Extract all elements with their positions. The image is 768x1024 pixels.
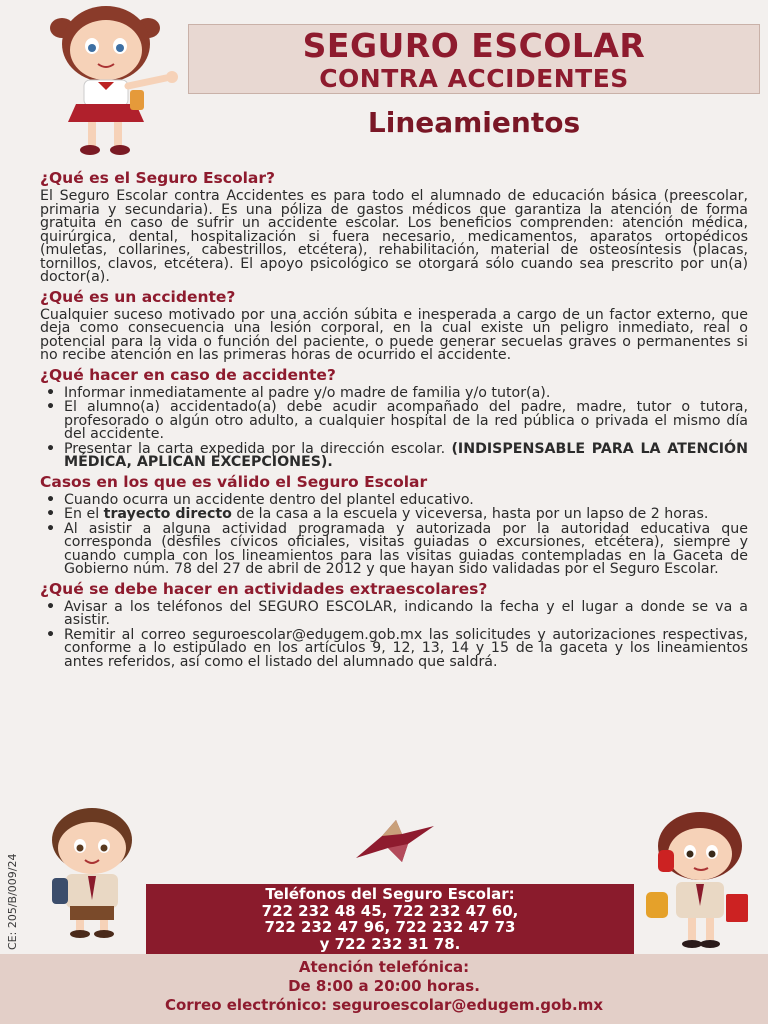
- list-item-text: En el: [64, 506, 100, 522]
- schoolgirl-phone-illustration: [638, 810, 762, 950]
- phones-line-1: 722 232 48 45, 722 232 47 60,: [261, 901, 519, 920]
- list-item: • Cuando ocurra un accidente dentro del plantel educativo.: [40, 494, 748, 508]
- content-body: [40, 166, 748, 671]
- list-item: • Informar inmediatamente al padre y/o madre de familia y/o tutor(a).: [40, 387, 748, 401]
- list-item-text: Presentar la carta expedida por la dirección escolar.: [64, 440, 446, 457]
- schoolboy-illustration: [30, 806, 154, 938]
- phones-line-3: y 722 232 31 78.: [319, 934, 461, 953]
- list-item-bold-note: (INDISPENSABLE PARA LA ATENCIÓN MÉDICA, APLICAN EXCEPCIONES).: [64, 440, 748, 470]
- list-extraescolares: [40, 598, 748, 670]
- heading-que-es-seguro: ¿Qué es el Seguro Escolar?: [40, 169, 276, 187]
- footer-email: Correo electrónico: seguroescolar@edugem.gob.mx: [164, 996, 604, 1014]
- title-line-2: CONTRA ACCIDENTES: [319, 64, 629, 93]
- hummingbird-logo-icon: [352, 812, 438, 870]
- phones-line-2: 722 232 47 96, 722 232 47 73: [264, 918, 516, 936]
- list-item: [40, 508, 748, 522]
- page-subtitle: Lineamientos: [367, 106, 581, 139]
- heading-extraescolares: ¿Qué se debe hacer en actividades extraescolares?: [40, 579, 488, 598]
- list-item: • Avisar a los teléfonos del SEGURO ESCOLAR, indicando la fecha y el lugar a donde se va a asistir.: [40, 601, 748, 628]
- paragraph-que-es-seguro: El Seguro Escolar contra Accidentes es para todo el alumnado de educación básica (preescolar, primaria y secundaria). Es una póliza de gastos médicos que garantiza la atención de forma gratuita en caso de sufrir un accidente escolar. Los beneficios comprenden: atención médica, quirúrgica, dental, hospitalización si fuera necesario, medicamentos, aparatos ortopédicos (muletas, collarines, cabestrillos, etcétera), rehabilitación, material de osteosíntesis (placas, tornillos, clavos, etcétera). El apoyo psicológico se otorgará sólo cuando sea prescrito por un(a) doctor(a).: [40, 188, 748, 285]
- schoolgirl-illustration: [26, 4, 196, 160]
- list-que-hacer: [40, 384, 748, 470]
- title-banner: [188, 24, 760, 94]
- paragraph-que-es-accidente: Cualquier suceso motivado por una acción súbita e inesperada a cargo de un factor externo, que deja como consecuencia una lesión corporal, en la cual existe un peligro inmediato, real o potencial para la vida o función del paciente, o puede generar secuelas graves o permanentes si no recibe atención en las primeras horas de ocurrido el accidente.: [40, 306, 748, 363]
- footer-hours-title: Atención telefónica:: [298, 958, 470, 976]
- list-item-bold: trayecto directo: [103, 506, 232, 522]
- heading-que-hacer: ¿Qué hacer en caso de accidente?: [40, 365, 336, 384]
- heading-casos-validos: Casos en los que es válido el Seguro Escolar: [40, 472, 428, 491]
- footer-hours: De 8:00 a 20:00 horas.: [288, 977, 480, 995]
- list-item: [40, 440, 748, 470]
- title-line-1: SEGURO ESCOLAR: [302, 26, 646, 65]
- list-item-text: de la casa a la escuela y viceversa, hasta por un lapso de 2 horas.: [236, 506, 709, 522]
- list-casos-validos: [40, 491, 748, 577]
- document-code: CE: 205/B/009/24: [6, 853, 19, 950]
- list-item: • El alumno(a) accidentado(a) debe acudir acompañado del padre, madre, tutor o tutora, profesorado o algún otro adulto, a cualquier hospital de la red pública o privada el mismo día del accidente.: [40, 401, 748, 442]
- footer-band: [0, 954, 768, 1024]
- phones-title: Teléfonos del Seguro Escolar:: [265, 885, 515, 903]
- list-item: • Remitir al correo seguroescolar@edugem.gob.mx las solicitudes y autorizaciones respectivas, conforme a lo estipulado en los artículos 9, 12, 13, 14 y 15 de la gaceta y los lineamientos antes referidos, así como el listado del alumnado que saldrá.: [40, 629, 748, 670]
- list-item: • Al asistir a alguna actividad programada y autorizada por la autoridad educativa que corresponda (desfiles cívicos oficiales, visitas guiadas o excursiones, etcétera), siempre y cuando cumpla con los lineamientos para las visitas guiadas contempladas en la Gaceta de Gobierno núm. 78 del 27 de abril de 2012 y que hayan sido validadas por el Seguro Escolar.: [40, 523, 748, 577]
- heading-que-es-accidente: ¿Qué es un accidente?: [40, 287, 236, 306]
- phones-box: [146, 884, 634, 954]
